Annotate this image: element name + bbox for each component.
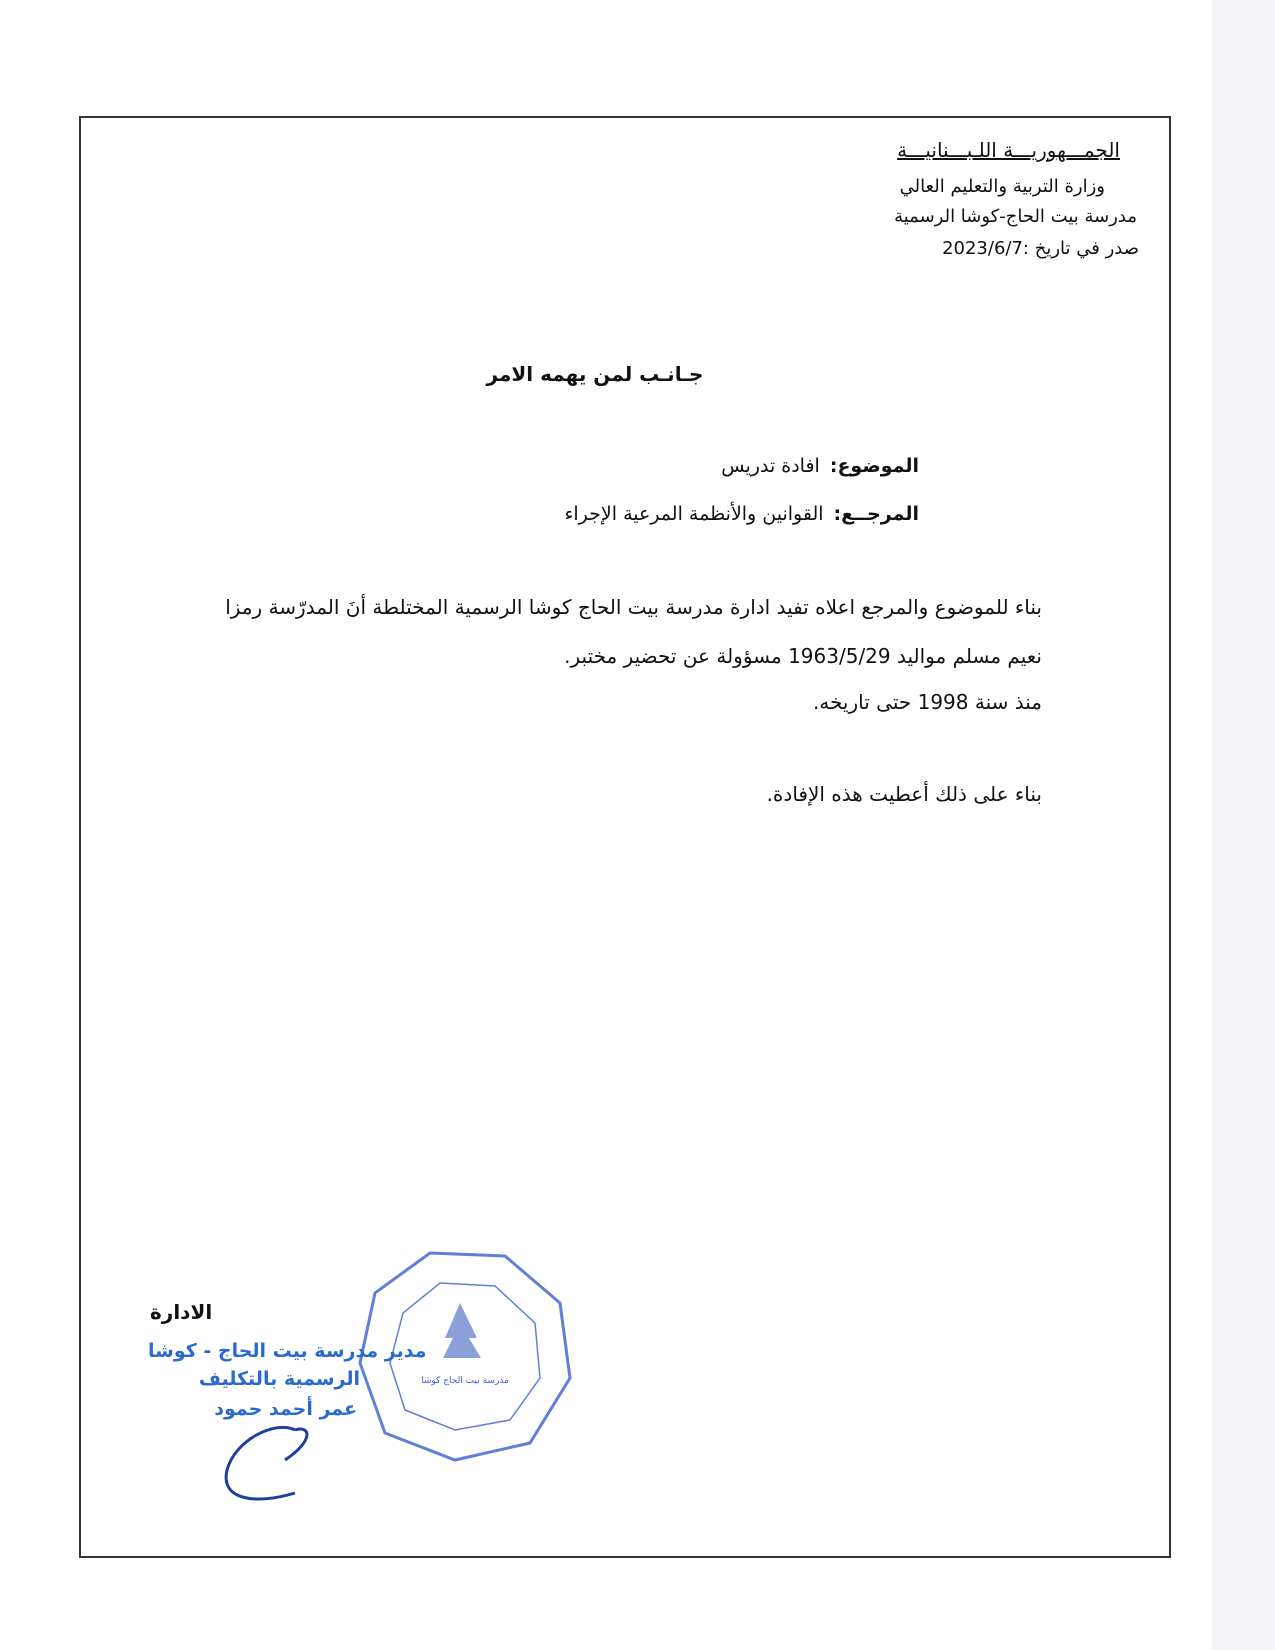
cedar-icon <box>443 1303 481 1358</box>
reference-value: القوانين والأنظمة المرعية الإجراء <box>564 503 824 525</box>
header-ministry: وزارة التربية والتعليم العالي <box>899 176 1105 197</box>
body-paragraph: نعيم مسلم مواليد 1963/5/29 مسؤولة عن تحضير مختبر. <box>564 644 1042 668</box>
reference-line <box>564 503 919 525</box>
subject-label: الموضوع: <box>829 455 919 477</box>
header-date: صدر في تاريخ :2023/6/7 <box>942 238 1139 259</box>
header-school: مدرسة بيت الحاج-كوشا الرسمية <box>894 206 1137 227</box>
signature-name: عمر أحمد حمود <box>214 1398 357 1420</box>
official-stamp <box>355 1248 575 1463</box>
subject-value: افادة تدريس <box>721 455 820 477</box>
body-paragraph: منذ سنة 1998 حتى تاريخه. <box>812 690 1042 714</box>
body-closing: بناء على ذلك أعطيت هذه الإفادة. <box>766 782 1042 806</box>
signature-title-2: الرسمية بالتكليف <box>198 1368 360 1390</box>
handwritten-signature <box>215 1415 325 1510</box>
signature-title: مدير مدرسة بيت الحاج - كوشا <box>148 1340 427 1362</box>
stamp-inner-text: مدرسة بيت الحاج كوشا <box>421 1376 509 1386</box>
document-title: جـانـب لمن يهمه الامر <box>486 362 704 386</box>
header-country: الجمـــهوريـــة اللـبـــنانيـــة <box>897 138 1120 162</box>
scan-edge <box>1212 0 1275 1650</box>
body-paragraph: بناء للموضوع والمرجع اعلاه تفيد ادارة مدرسة بيت الحاج كوشا الرسمية المختلطة أنَ المدرّسة رمزا <box>225 595 1042 619</box>
subject-line <box>721 455 919 477</box>
signature-label: الادارة <box>150 1300 213 1324</box>
reference-label: المرجــع: <box>833 503 919 525</box>
